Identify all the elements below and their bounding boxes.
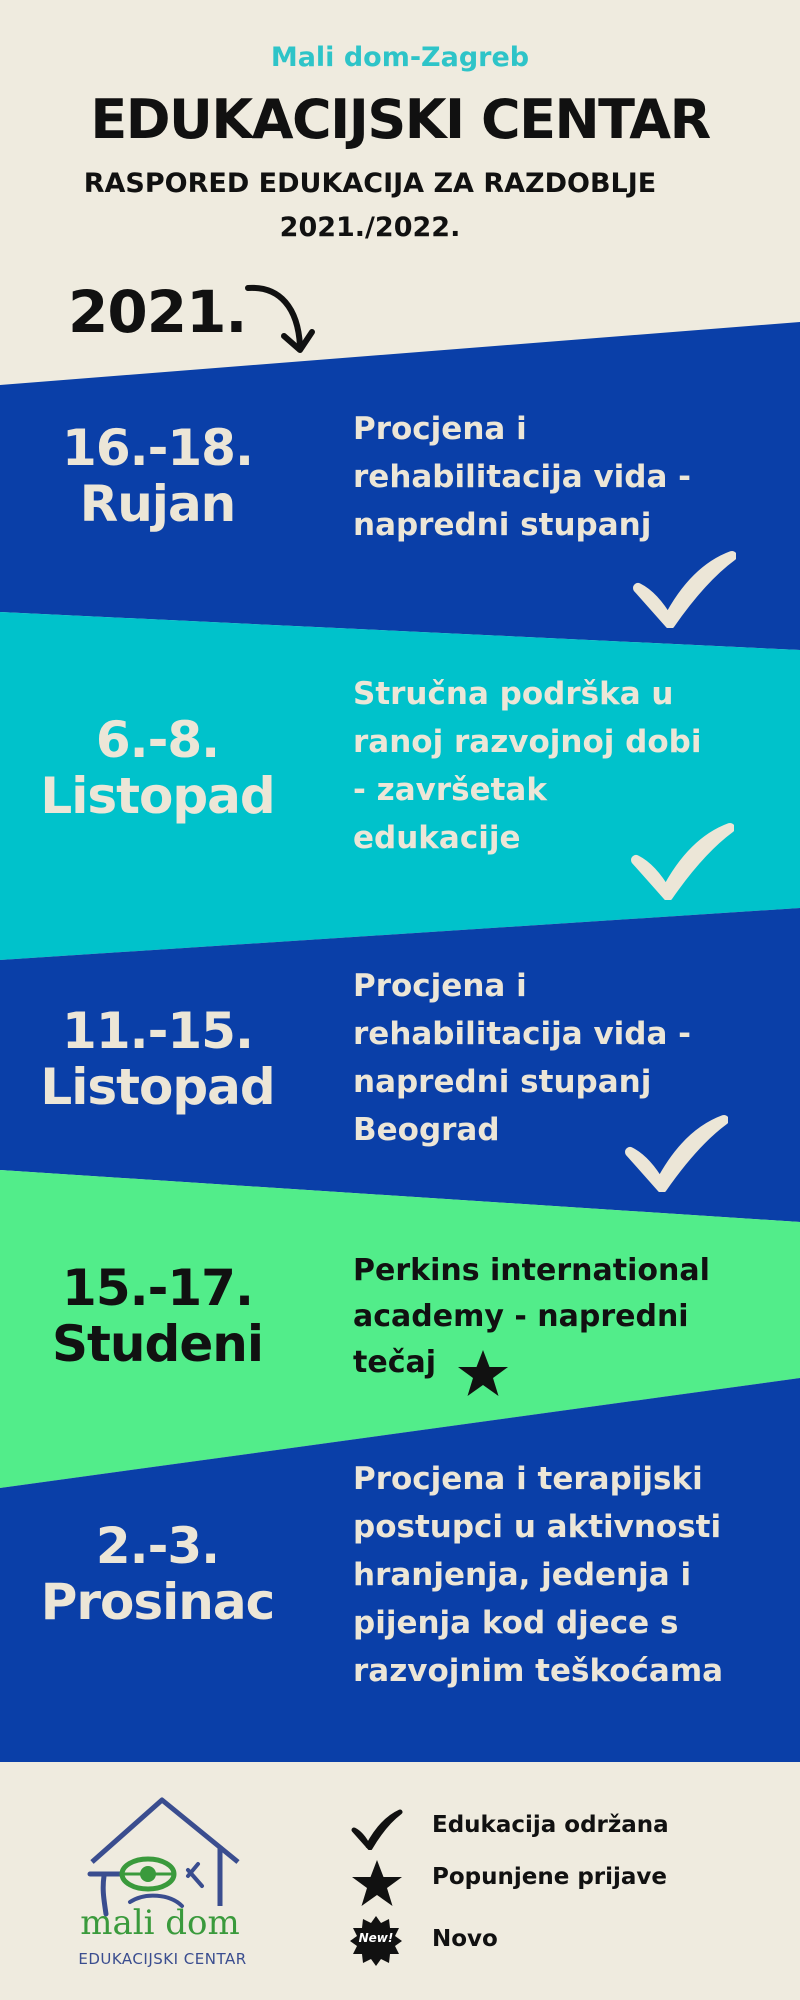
check-icon — [350, 1808, 404, 1850]
event-topic: Procjena i terapijski postupci u aktivnosti hranjenja, jedenja i pijenja kod djece s razvojnim teškoćama — [353, 1461, 724, 1689]
logo-name: mali dom — [80, 1903, 240, 1943]
schedule-heading-line-1: RASPORED EDUKACIJA ZA RAZDOBLJE — [83, 168, 657, 199]
legend-label: Edukacija održana — [432, 1812, 669, 1838]
star-icon — [350, 1858, 404, 1908]
new-badge-text: New! — [358, 1931, 394, 1945]
event-date: 11.-15. Listopad — [40, 1002, 275, 1116]
check-icon — [632, 548, 736, 628]
event-topic: Stručna podrška u ranoj razvojnoj dobi - završetak edukacije — [353, 676, 702, 856]
event-date: 16.-18. Rujan — [62, 419, 253, 533]
subtitle: Mali dom-Zagreb — [270, 42, 530, 73]
legend-label: Popunjene prijave — [432, 1864, 668, 1890]
event-date: 15.-17. Studeni — [52, 1259, 263, 1373]
event-topic: Procjena i rehabilitacija vida - napredni stupanj Beograd — [353, 968, 692, 1148]
new-badge-icon — [350, 1915, 402, 1967]
check-icon — [624, 1112, 728, 1192]
legend-label: Novo — [432, 1926, 498, 1952]
year-label: 2021. — [68, 278, 247, 346]
star-icon — [456, 1348, 510, 1400]
schedule-heading-line-2: 2021./2022. — [279, 212, 461, 243]
logo-subtitle: EDUKACIJSKI CENTAR — [78, 1950, 247, 1968]
event-topic: Procjena i rehabilitacija vida - napredni stupanj — [353, 411, 692, 543]
event-date: 6.-8. Listopad — [40, 711, 275, 825]
event-topic: Perkins international academy - napredni tečaj — [353, 1253, 710, 1380]
check-icon — [630, 820, 734, 900]
event-date: 2.-3. Prosinac — [40, 1517, 275, 1631]
page-title: EDUKACIJSKI CENTAR — [90, 88, 710, 151]
